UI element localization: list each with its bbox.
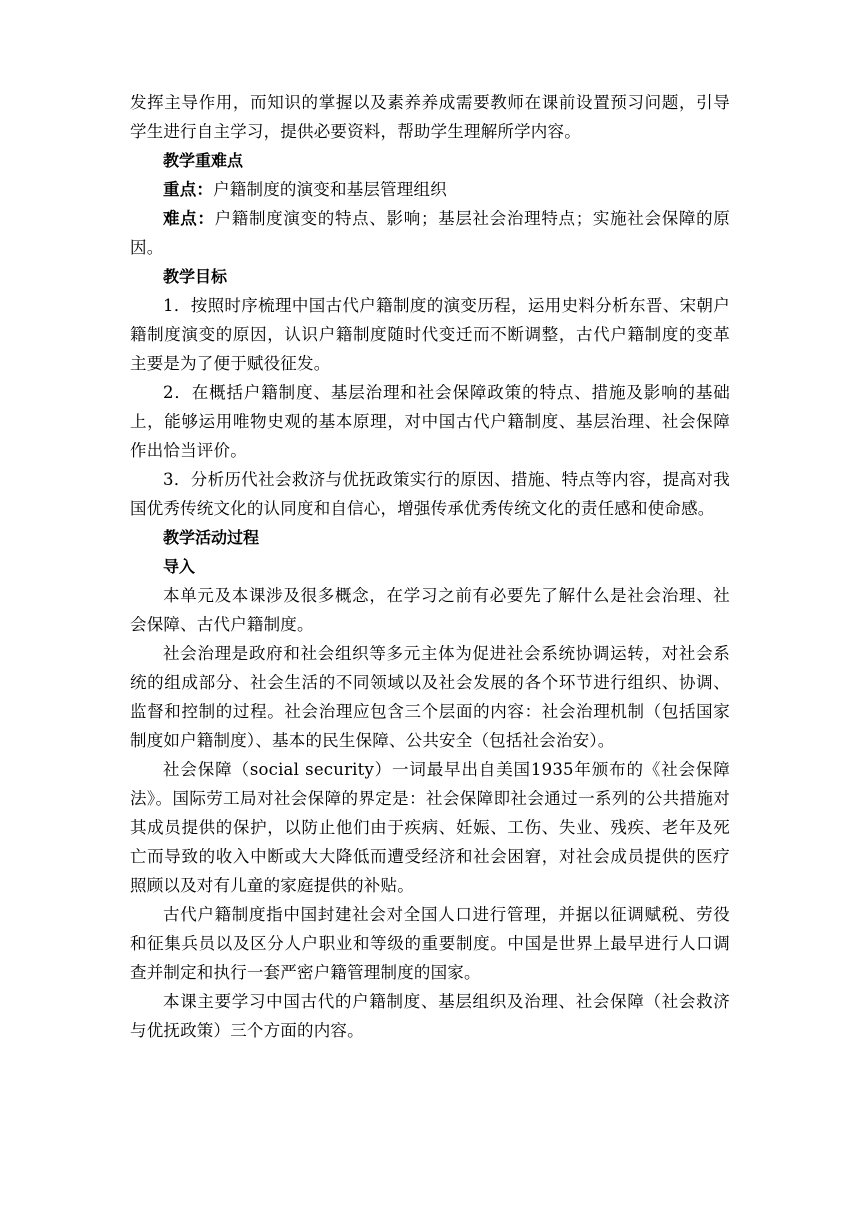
goal-item-2: 2．在概括户籍制度、基层治理和社会保障政策的特点、措施及影响的基础上，能够运用唯物史观的基本原理，对中国古代户籍制度、基层治理、社会保障作出恰当评价。 (130, 383, 730, 460)
process-paragraph-household-registration: 古代户籍制度指中国封建社会对全国人口进行管理，并据以征调赋税、劳役和征集兵员以及区分人户职业和等级的重要制度。中国是世界上最早进行人口调查并制定和执行一套严密户籍管理制度的国家。 (130, 905, 730, 982)
difficulty-label: 难点： (163, 209, 215, 228)
process-paragraph-social-governance: 社会治理是政府和社会组织等多元主体为促进社会系统协调运转，对社会系统的组成部分、社会生活的不同领域以及社会发展的各个环节进行组织、协调、监督和控制的过程。社会治理应包含三个层面的内容：社会治理机制（包括国家制度如户籍制度）、基本的民生保障、公共安全（包括社会治安）。 (130, 644, 730, 750)
focus-paragraph (130, 175, 730, 204)
process-paragraph-1: 本单元及本课涉及很多概念，在学习之前有必要先了解什么是社会治理、社会保障、古代户籍制度。 (130, 586, 730, 634)
heading-teaching-goals: 教学目标 (163, 267, 228, 286)
difficulty-text: 户籍制度演变的特点、影响；基层社会治理特点；实施社会保障的原因。 (130, 209, 730, 257)
document-body (130, 88, 730, 1045)
focus-text: 户籍制度的演变和基层管理组织 (213, 180, 447, 199)
intro-paragraph: 发挥主导作用，而知识的掌握以及素养养成需要教师在课前设置预习问题，引导学生进行自主学习，提供必要资料，帮助学生理解所学内容。 (130, 93, 730, 141)
heading-key-difficult-points: 教学重难点 (163, 151, 244, 170)
focus-label: 重点： (163, 180, 214, 199)
goal-item-1: 1．按照时序梳理中国古代户籍制度的演变历程，运用史料分析东晋、宋朝户籍制度演变的原因，认识户籍制度随时代变迁而不断调整，古代户籍制度的变革主要是为了便于赋役征发。 (130, 296, 730, 373)
difficulty-paragraph (130, 204, 730, 262)
process-paragraph-social-security: 社会保障（social security）一词最早出自美国1935年颁布的《社会保障法》。国际劳工局对社会保障的界定是：社会保障即社会通过一系列的公共措施对其成员提供的保护，以防止他们由于疾病、妊娠、工伤、失业、残疾、老年及死亡而导致的收入中断或大大降低而遭受经济和社会困窘，对社会成员提供的医疗照顾以及对有儿童的家庭提供的补贴。 (130, 760, 730, 895)
subheading-introduction: 导入 (163, 557, 196, 576)
process-paragraph-lesson-scope: 本课主要学习中国古代的户籍制度、基层组织及治理、社会保障（社会救济与优抚政策）三个方面的内容。 (130, 992, 730, 1040)
goal-item-3: 3．分析历代社会救济与优抚政策实行的原因、措施、特点等内容，提高对我国优秀传统文化的认同度和自信心，增强传承优秀传统文化的责任感和使命感。 (130, 470, 730, 518)
heading-teaching-process: 教学活动过程 (163, 528, 260, 547)
